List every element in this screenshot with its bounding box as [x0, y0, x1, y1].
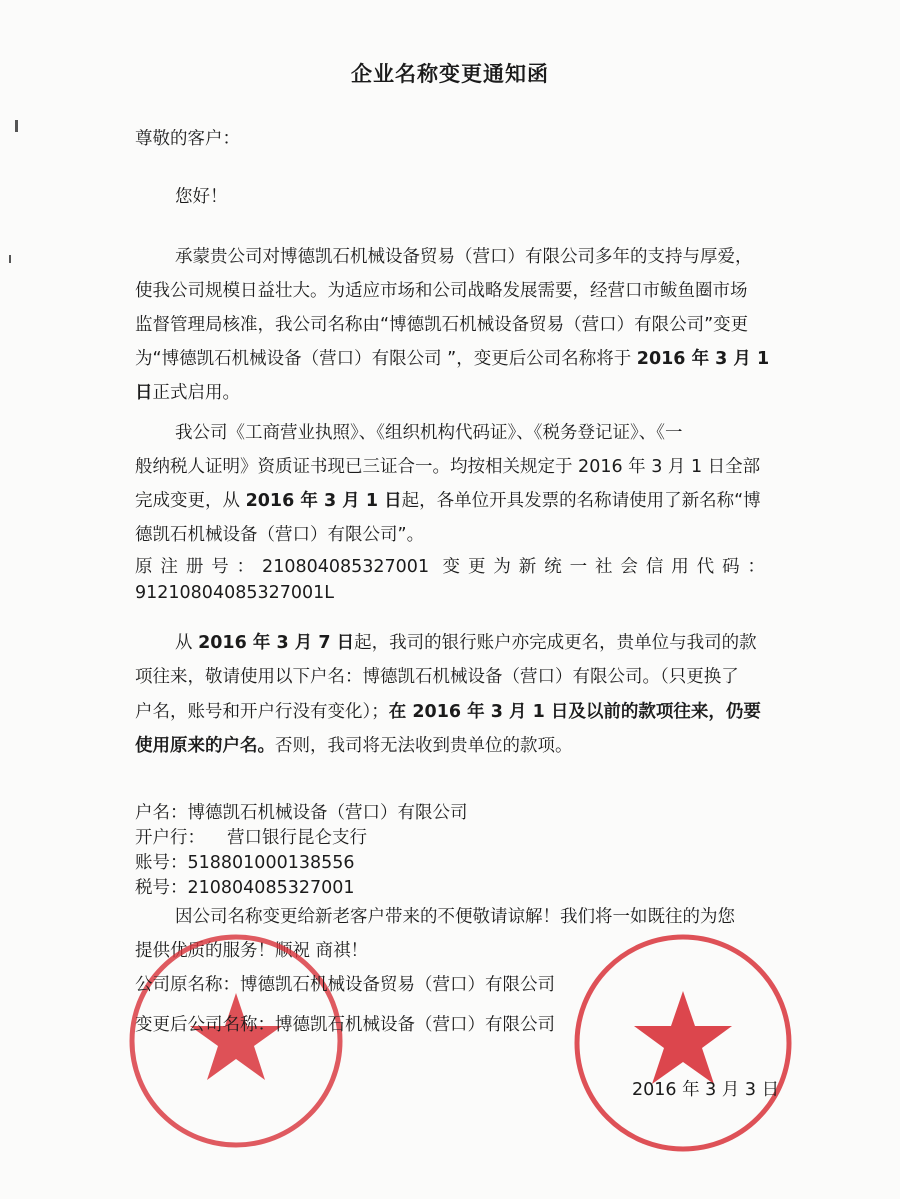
paragraph-1-line-3: 监督管理局核准，我公司名称由“博德凯石机械设备贸易（营口）有限公司”变更: [135, 315, 749, 335]
bank-change-date-bold: 2016 年 3 月 7 日: [198, 633, 355, 653]
paragraph-3-line-1-c: 起，我司的银行账户亦完成更名，贵单位与我司的款: [354, 633, 757, 653]
bank-account-number: 账号：518801000138556: [135, 853, 355, 873]
paragraph-3-line-3: [135, 699, 761, 725]
paragraph-1-line-5: [135, 380, 240, 406]
document-date: 2016 年 3 月 3 日: [632, 1080, 780, 1100]
effective-date-bold: 2016 年 3 月 1: [636, 349, 770, 369]
notice-bold-2: 使用原来的户名。: [135, 736, 275, 756]
change-date-bold: 2016 年 3 月 1 日: [245, 491, 402, 511]
bank-branch-line: [135, 825, 367, 851]
closing-line-1: 因公司名称变更给新老客户带来的不便敬请谅解！我们将一如既往的为您: [175, 907, 735, 927]
new-company-name: 变更后公司名称：博德凯石机械设备（营口）有限公司: [135, 1015, 555, 1035]
greeting: 您好！: [175, 187, 228, 207]
paragraph-3-line-4: [135, 733, 573, 759]
credit-code: 91210804085327001L: [135, 583, 335, 603]
paragraph-3-line-2: 项往来，敬请使用以下户名：博德凯石机械设备（营口）有限公司。（只更换了: [135, 667, 739, 687]
paragraph-1-line-1: 承蒙贵公司对博德凯石机械设备贸易（营口）有限公司多年的支持与厚爱，: [175, 247, 753, 267]
registration-number-line: 原注册号：210804085327001 变更为新统一社会信用代码：: [135, 557, 765, 577]
paragraph-2-line-1: 我公司《工商营业执照》、《组织机构代码证》、《税务登记证》、《一: [175, 423, 683, 443]
paragraph-2-line-3-a: 完成变更，从: [135, 491, 246, 511]
paragraph-1-line-4: [135, 346, 769, 372]
left-company-seal: [120, 925, 352, 1157]
paragraph-1-line-4-text: 为“博德凯石机械设备（营口）有限公司 ”，变更后公司名称将于: [135, 349, 637, 369]
paragraph-3-line-1-a: 从: [175, 633, 199, 653]
closing-line-2: 提供优质的服务！顺祝 商祺！: [135, 941, 369, 961]
salutation: 尊敬的客户：: [135, 129, 240, 149]
paragraph-2-line-2: 般纳税人证明》资质证书现已三证合一。均按相关规定于 2016 年 3 月 1 日全部: [135, 457, 761, 477]
paragraph-2-line-3: [135, 488, 761, 514]
paragraph-3-line-3-a: 户名，账号和开户行没有变化）；: [135, 702, 389, 722]
effective-date-day: 日: [135, 383, 153, 403]
paragraph-1-line-2: 使我公司规模日益壮大。为适应市场和公司战略发展需要，经营口市鲅鱼圈市场: [135, 281, 748, 301]
scan-speck: [9, 255, 11, 263]
bank-branch-value: 营口银行昆仑支行: [227, 828, 367, 848]
tax-number: 税号：210804085327001: [135, 878, 355, 898]
bank-account-name: 户名：博德凯石机械设备（营口）有限公司: [135, 803, 468, 823]
paragraph-3-line-1: [175, 630, 757, 656]
paragraph-2-line-3-c: 起，各单位开具发票的名称请使用了新名称“博: [401, 491, 761, 511]
paragraph-1-line-5-text: 正式启用。: [152, 383, 240, 403]
notice-bold: 在 2016 年 3 月 1 日及以前的款项往来，仍要: [388, 702, 761, 722]
right-company-seal: [565, 925, 801, 1161]
paragraph-2-line-4: 德凯石机械设备（营口）有限公司”。: [135, 525, 425, 545]
bank-branch-label: 开户行：: [135, 828, 205, 848]
paragraph-3-line-4-b: 否则，我司将无法收到贵单位的款项。: [275, 736, 573, 756]
scan-speck: [15, 120, 18, 132]
old-company-name: 公司原名称：博德凯石机械设备贸易（营口）有限公司: [135, 975, 555, 995]
document-title: 企业名称变更通知函: [351, 62, 549, 86]
